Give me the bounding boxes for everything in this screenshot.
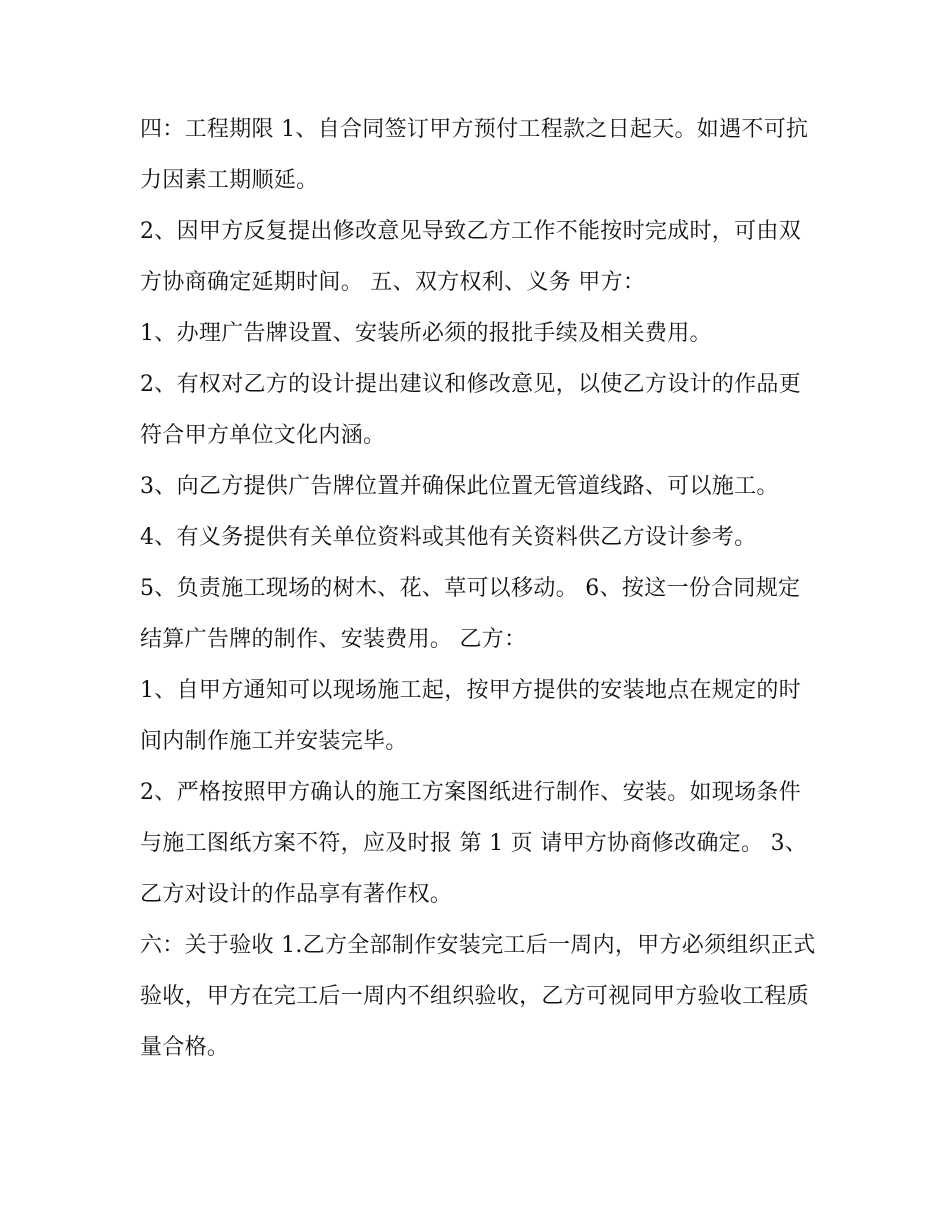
paragraph-party-a-site: 5、负责施工现场的树木、花、草可以移动。 6、按这一份合同规定结算广告牌的制作、安装费用。 乙方： (140, 576, 801, 652)
paragraph-party-a-approval: 1、办理广告牌设置、安装所必须的报批手续及相关费用。 (140, 321, 712, 346)
paragraph-project-period: 四：工程期限 1、自合同签订甲方预付工程款之日起天。如遇不可抗力因素工期顺延。 (140, 117, 809, 193)
paragraph-party-b-construction: 1、自甲方通知可以现场施工起，按甲方提供的安装地点在规定的时间内制作施工并安装完毕。 (140, 678, 801, 754)
document-body (140, 104, 820, 1073)
paragraph-party-a-location: 3、向乙方提供广告牌位置并确保此位置无管道线路、可以施工。 4、有义务提供有关单位资料或其他有关资料供乙方设计参考。 (140, 474, 786, 550)
paragraph-acceptance: 六：关于验收 1.乙方全部制作安装完工后一周内，甲方必须组织正式验收，甲方在完工后一周内不组织验收，乙方可视同甲方验收工程质量合格。 (140, 933, 816, 1060)
paragraph-party-a-suggestions: 2、有权对乙方的设计提出建议和修改意见，以使乙方设计的作品更符合甲方单位文化内涵。 (140, 372, 801, 448)
paragraph-delay-negotiation: 2、因甲方反复提出修改意见导致乙方工作不能按时完成时，可由双方协商确定延期时间。 五、双方权利、义务 甲方： (140, 219, 801, 295)
paragraph-party-b-plan: 2、严格按照甲方确认的施工方案图纸进行制作、安装。如现场条件与施工图纸方案不符，应及时报 第 1 页 请甲方协商修改确定。 3、乙方对设计的作品享有著作权。 (140, 780, 808, 907)
